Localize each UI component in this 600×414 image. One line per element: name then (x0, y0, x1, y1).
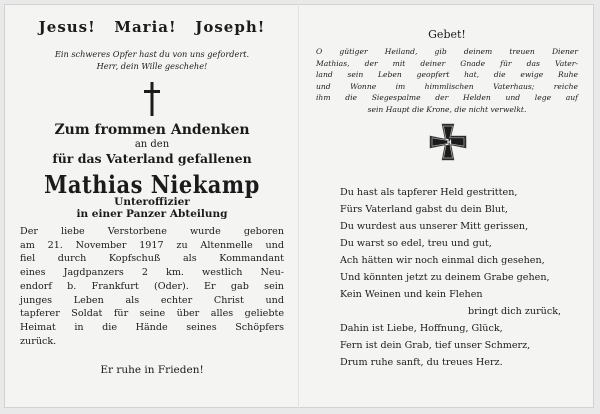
biography (20, 225, 284, 348)
rank-block (18, 196, 286, 220)
poem-line: Du hast als tapferer Held gestritten, (340, 187, 518, 198)
right-panel (310, 4, 584, 408)
iron-cross-icon (428, 122, 468, 162)
poem (340, 184, 580, 371)
poem-line: Und könnten jetzt zu deinem Grabe gehen, (340, 272, 550, 283)
prayer-line: und Wonne im himmlischen Vaterhaus; reiche (316, 81, 578, 91)
heading-jesus-maria-joseph: Jesus! Maria! Joseph! (38, 18, 266, 36)
poem-line: Du wurdest aus unserer Mitt gerissen, (340, 221, 529, 232)
left-panel (18, 4, 286, 408)
bio-line: junges Leben als echter Christ und (20, 294, 284, 306)
unit-line: in einer Panzer Abteilung (76, 208, 228, 220)
bio-line: Heimat in die Hände seines Schöpfers (20, 321, 284, 333)
poem-line: Fürs Vaterland gabst du dein Blut, (340, 204, 508, 215)
bio-line: zurück. (20, 335, 57, 347)
fallen-line: für das Vaterland gefallenen (52, 151, 252, 166)
bio-line: am 21. November 1917 zu Altenmelle und (20, 239, 284, 251)
fold-line (298, 4, 299, 408)
an-den-line: an den (134, 139, 170, 150)
poem-line: Du warst so edel, treu und gut, (340, 238, 492, 249)
prayer-line: Mathias, der mit deiner Gnade für das Vater- (316, 58, 578, 68)
opening-verse (18, 48, 286, 72)
verse-line: Herr, dein Wille geschehe! (96, 61, 208, 71)
poem-line: Drum ruhe sanft, du treues Herz. (340, 357, 503, 368)
deceased-name: Mathias Niekamp (44, 170, 260, 199)
poem-line: bringt dich zurück, (468, 306, 562, 317)
poem-line: Ach hätten wir noch einmal dich gesehen, (340, 255, 545, 266)
prayer-line: land sein Leben geopfert hat, die ewige Ruhe (316, 70, 578, 80)
bio-line: tapferer Soldat für seine über alles geliebte (20, 308, 284, 320)
prayer-line: O gütiger Heiland, gib deinem treuen Diener (316, 47, 578, 56)
rank-title: Unteroffizier (114, 196, 190, 208)
poem-line: Fern ist dein Grab, tief unser Schmerz, (340, 340, 531, 351)
memorial-card (4, 4, 594, 408)
prayer-text (316, 46, 578, 116)
rest-in-peace: Er ruhe in Frieden! (100, 364, 204, 376)
prayer-line: sein Haupt die Krone, die nicht verwelkt. (367, 104, 527, 114)
poem-line: Dahin ist Liebe, Hoffnung, Glück, (340, 323, 503, 334)
memory-line: Zum frommen Andenken (54, 122, 250, 138)
prayer-title: Gebet! (428, 28, 466, 41)
bio-line: Der liebe Verstorbene wurde geboren (20, 226, 284, 237)
prayer-line: ihm die Siegespalme der Helden und lege auf (316, 93, 578, 103)
verse-line: Ein schweres Opfer hast du von uns gefordert. (54, 49, 250, 59)
bio-line: eines Jagdpanzers 2 km. westlich Neu- (20, 267, 284, 279)
bio-line: endorf b. Frankfurt (Oder). Er gab sein (20, 280, 284, 292)
poem-line: Kein Weinen und kein Flehen (340, 289, 483, 300)
bio-line: fiel durch Kopfschuß als Kommandant (20, 253, 284, 265)
latin-cross-icon (142, 82, 162, 116)
